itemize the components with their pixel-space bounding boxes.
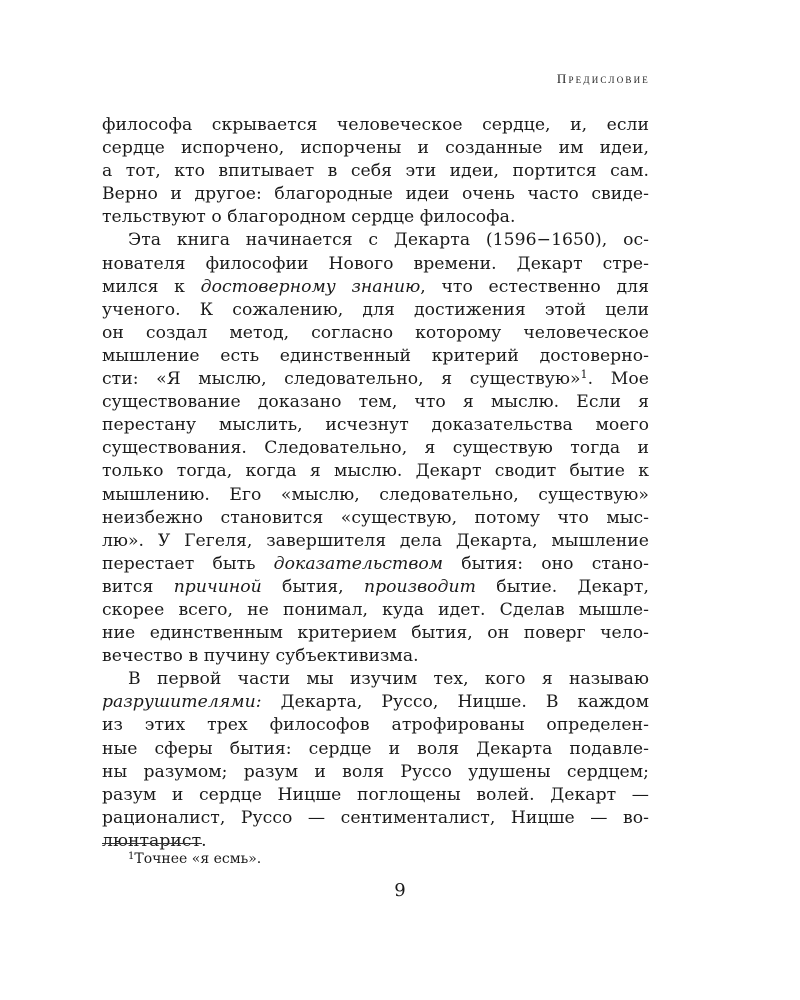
text-line: В первой части мы изучим тех, кого я называю: [128, 669, 649, 690]
text-line: лю». У Гегеля, завершителя дела Декарта, мышление: [102, 530, 649, 551]
italic-term: производит: [363, 576, 476, 597]
text-line: перестану мыслить, исчезнут доказательства моего: [102, 415, 649, 436]
text-line: [102, 368, 649, 391]
text-line: сердце испорчено, испорчены и созданные им идеи,: [102, 138, 649, 159]
italic-term: достоверному знанию: [200, 276, 421, 297]
text-line: тельствуют о благородном сердце философа.: [102, 207, 516, 228]
text-line: только тогда, когда я мыслю. Декарт сводит бытие к: [102, 461, 649, 482]
footnote-reference[interactable]: 1: [580, 368, 588, 382]
text-line: [102, 691, 649, 714]
italic-term: доказательством: [273, 553, 444, 574]
page-number: 9: [394, 880, 406, 901]
text-line: из этих трех философов атрофированы определен-: [102, 715, 649, 736]
text-run: перестает быть: [102, 553, 274, 574]
running-head: Предисловие: [556, 71, 650, 86]
paragraph-2: [102, 229, 649, 668]
text-line: [102, 576, 649, 599]
text-line: мышление есть единственный критерий достоверно-: [102, 345, 649, 366]
text-line: люнтарист.: [102, 830, 207, 851]
footnote: [128, 851, 261, 867]
italic-term: разрушителями:: [102, 692, 262, 713]
text-line: ны разумом; разум и воля Руссо удушены сердцем;: [102, 761, 649, 782]
text-line: разум и сердце Ницше поглощены волей. Декарт —: [102, 784, 649, 805]
text-run: бытия: оно стано-: [443, 553, 649, 574]
paragraph-3: [102, 668, 649, 853]
text-line: вечество в пучину субъективизма.: [102, 646, 419, 667]
footnote-marker: 1: [128, 851, 135, 862]
text-line: Эта книга начинается с Декарта (1596−1650), ос-: [128, 230, 649, 251]
body-text: [102, 114, 649, 853]
text-line: ние единственным критерием бытия, он поверг чело-: [102, 623, 649, 644]
italic-term: причиной: [173, 576, 262, 597]
text-run: бытие. Декарт,: [475, 576, 649, 597]
text-run: бытия,: [261, 576, 364, 597]
text-line: а тот, кто впитывает в себя эти идеи, портится сам.: [102, 161, 649, 182]
text-line: ученого. К сожалению, для достижения этой цели: [102, 299, 649, 320]
text-run: Декарта, Руссо, Ницше. В каждом: [261, 692, 649, 713]
text-line: существования. Следовательно, я существую тогда и: [102, 438, 649, 459]
paragraph-1: [102, 114, 649, 229]
text-line: неизбежно становится «существую, потому что мыс-: [102, 507, 649, 528]
text-run: мился к: [102, 276, 201, 297]
text-line: [102, 276, 649, 299]
text-run: вится: [102, 576, 174, 597]
text-line: Верно и другое: благородные идеи очень часто свиде-: [102, 184, 649, 205]
text-line: нователя философии Нового времени. Декарт стре-: [102, 253, 649, 274]
text-line: скорее всего, не понимал, куда идет. Сделав мышле-: [102, 599, 649, 620]
footnote-divider: [102, 843, 202, 844]
text-line: [102, 553, 649, 576]
text-line: рационалист, Руссо — сентименталист, Ницше — во-: [102, 807, 649, 828]
footnote-text: Точнее «я есмь».: [134, 851, 262, 867]
text-line: существование доказано тем, что я мыслю. Если я: [102, 392, 649, 413]
text-line: ные сферы бытия: сердце и воля Декарта подавле-: [102, 738, 649, 759]
text-run: , что естественно для: [420, 276, 649, 297]
text-line: мышлению. Его «мыслю, следовательно, существую»: [102, 484, 649, 505]
text-line: он создал метод, согласно которому человеческое: [102, 322, 649, 343]
text-line: философа скрывается человеческое сердце, и, если: [102, 115, 649, 135]
text-run: сти: «Я мыслю, следовательно, я существую»: [102, 369, 581, 390]
text-run: . Мое: [587, 369, 649, 390]
